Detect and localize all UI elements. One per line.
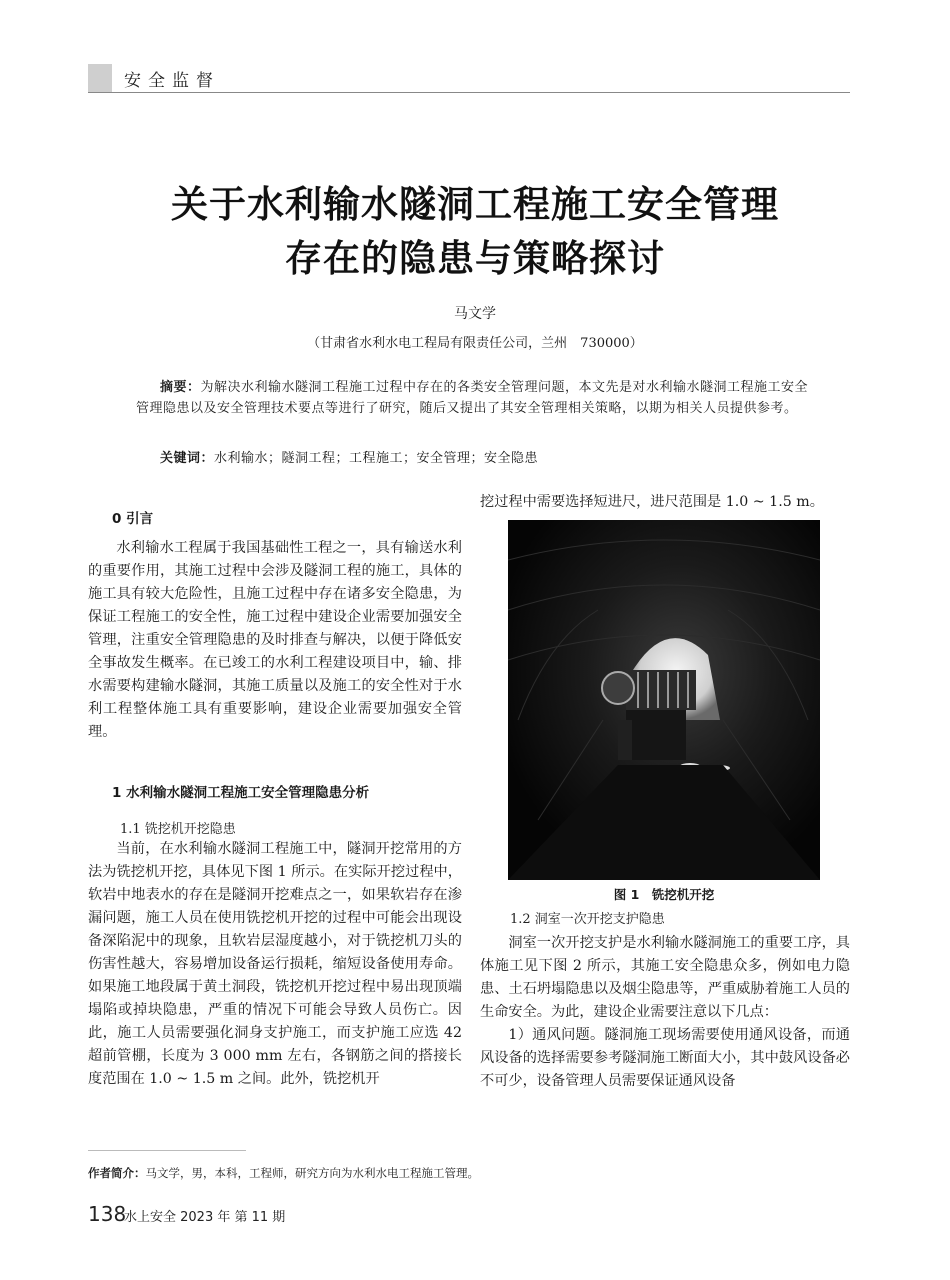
article-title-line-1: 关于水利输水隧洞工程施工安全管理 [171, 183, 779, 226]
page-number: 138 [88, 1202, 127, 1226]
journal-info: 水上安全 2023 年 第 11 期 [124, 1210, 286, 1225]
footnote-label: 作者简介： [88, 1166, 146, 1180]
section-1-2-heading: 1.2 洞室一次开挖支护隐患 [510, 912, 665, 927]
intro-text: 水利输水工程属于我国基础性工程之一，具有输送水利的重要作用，其施工过程中会涉及隧洞工程的施工，具体的施工具有较大危险性，且施工过程中存在诸多安全隐患，为保证工程施工的安全性，施工过程中建设企业需要加强安全管理，注重安全管理隐患的及时排查与解决，以便于降低安全事故发生概率。在已竣工的水利工程建设项目中，输、排水需要构建输水隧洞，其施工质量以及施工的安全性对于水利工程整体施工具有重要影响，建设企业需要加强安全管理。 [88, 540, 462, 740]
abstract-label: 摘要： [160, 380, 201, 395]
figure-1-tunnel-photo [508, 520, 820, 880]
section-1-2-text: 洞室一次开挖支护是水利输水隧洞施工的重要工序，具体施工见下图 2 所示，其施工安全隐患众多，例如电力隐患、土石坍塌隐患以及烟尘隐患等，严重威胁着施工人员的生命安全。为此，建设企业需要注意以下几点： [480, 935, 850, 1020]
section-0-heading: 0 引言 [112, 511, 154, 527]
section-1-1-continuation [480, 491, 850, 514]
author-affiliation: （甘肃省水利水电工程局有限责任公司，兰州 730000） [307, 336, 643, 351]
keywords-label: 关键词： [160, 451, 215, 466]
keywords-text: 水利输水；隧洞工程；工程施工；安全管理；安全隐患 [214, 451, 539, 466]
section-marker [88, 64, 112, 92]
section-1-1-heading: 1.1 铣挖机开挖隐患 [120, 822, 236, 837]
figure-1-caption: 图 1 铣挖机开挖 [613, 887, 715, 902]
author-name: 马文学 [454, 306, 496, 322]
section-1-2-body [480, 932, 850, 1093]
footnote-text: 马文学，男，本科，工程师，研究方向为水利水电工程施工管理。 [145, 1166, 479, 1180]
section-1-heading: 1 水利输水隧洞工程施工安全管理隐患分析 [112, 785, 370, 801]
section-1-2-item-1: 1）通风问题。隧洞施工现场需要使用通风设备，而通风设备的选择需要参考隧洞施工断面大小，其中鼓风设备必不可少，设备管理人员需要保证通风设备 [480, 1027, 850, 1089]
footnote-rule [88, 1150, 246, 1151]
tunnel-photo-icon [508, 520, 820, 880]
article-title-line-2: 存在的隐患与策略探讨 [285, 237, 665, 280]
intro-paragraph [88, 537, 462, 744]
section-1-1-cont-text: 挖过程中需要选择短进尺，进尺范围是 1.0 ~ 1.5 m。 [480, 494, 824, 510]
author-bio-footnote [88, 1165, 479, 1181]
abstract-text: 为解决水利输水隧洞工程施工过程中存在的各类安全管理问题，本文先是对水利输水隧洞工程施工安全管理隐患以及安全管理技术要点等进行了研究，随后又提出了其安全管理相关策略，以期为相关人员提供参考。 [136, 380, 809, 416]
section-header: 安全监督 [124, 71, 220, 91]
section-1-1-text: 当前，在水利输水隧洞工程施工中，隧洞开挖常用的方法为铣挖机开挖，具体见下图 1 所示。在实际开挖过程中，软岩中地表水的存在是隧洞开挖难点之一，如果软岩存在渗漏问题，施工人员在使用铣挖机开挖的过程中可能会出现设备深陷泥中的现象，且软岩层湿度越小，对于铣挖机刀头的伤害性越大，容易增加设备运行损耗，缩短设备使用寿命。如果施工地段属于黄土洞段，铣挖机开挖过程中易出现顶端塌陷或掉块隐患，严重的情况下可能会导致人员伤亡。因此，施工人员需要强化洞身支护施工，而支护施工应选 42 超前管棚，长度为 3 000 mm 左右，各钢筋之间的搭接长度范围在 1.0 ~ 1.5 m 之间。此外，铣挖机开 [88, 841, 462, 1087]
section-1-1-paragraph [88, 838, 462, 1091]
abstract [136, 377, 812, 419]
keywords [160, 447, 538, 466]
header-rule [88, 92, 850, 93]
